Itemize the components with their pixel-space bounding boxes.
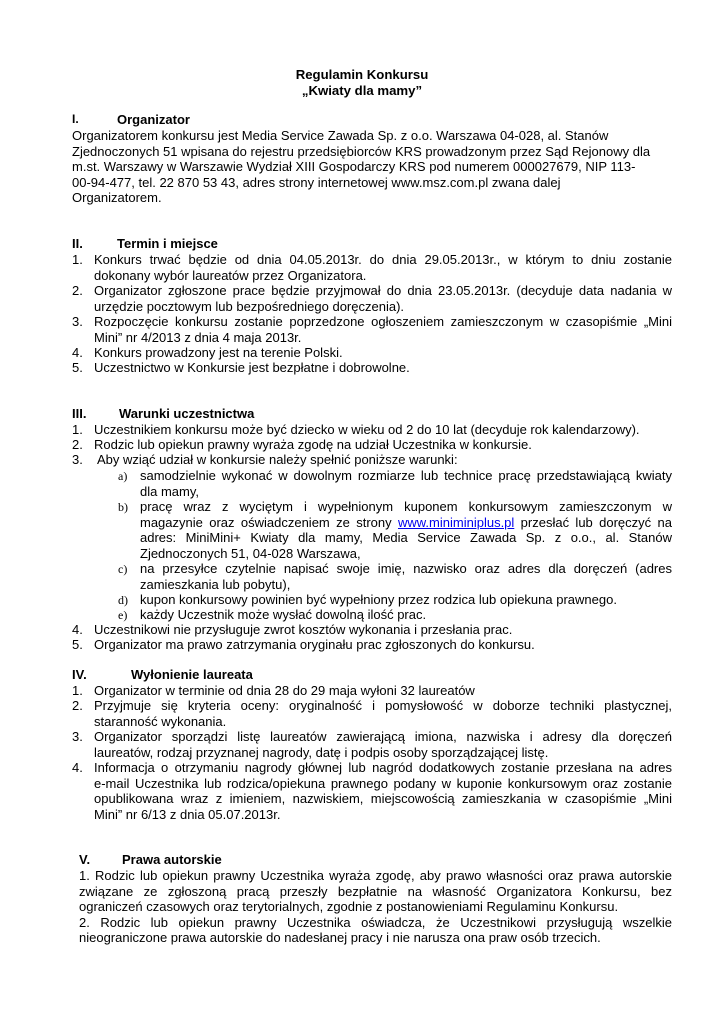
section-3-item-2-number: 2. xyxy=(72,437,83,452)
list-item-line: Informacja o otrzymaniu nagrody głównej lub nagród dodatkowych zostanie przesłana na adres xyxy=(94,760,672,775)
sub-item-line: adres: MiniMini+ Kwiaty dla mamy, Media Service Zawada Sp. z o.o., al. Stanów xyxy=(140,530,672,546)
section-2-item-4: Konkurs prowadzony jest na terenie Polski. xyxy=(94,345,343,360)
section-1-number: I. xyxy=(72,112,79,126)
sub-item-a-letter: a) xyxy=(118,469,128,483)
section-1-line: Organizatorem konkursu jest Media Service Zawada Sp. z o.o. Warszawa 04-028, al. Stanów xyxy=(72,128,609,143)
section-3-item-3-number: 3. xyxy=(72,452,83,467)
sub-item-text: przesłać lub doręczyć na xyxy=(514,514,672,530)
section-3-item-5: Organizator ma prawo zatrzymania oryginału prac zgłoszonych do konkursu. xyxy=(94,637,535,652)
section-1-line: Organizatorem. xyxy=(72,190,162,206)
sub-item-line: dla mamy, xyxy=(140,483,199,499)
list-item-line: Mini” nr 6/13 z dnia 05.07.2013r. xyxy=(94,806,281,822)
sub-item-b xyxy=(140,499,672,561)
sub-item-line: na przesyłce czytelnie napisać swoje imię, nazwisko oraz adres dla doręczeń (adres xyxy=(140,561,672,576)
sub-item-line: samodzielnie wykonać w dowolnym rozmiarze lub technice pracę przedstawiającą kwiaty xyxy=(140,468,672,483)
section-2-item-5-number: 5. xyxy=(72,360,83,375)
section-3-item-5-number: 5. xyxy=(72,637,83,652)
section-3-item-3: Aby wziąć udział w konkursie należy spełnić poniższe warunki: xyxy=(97,452,458,467)
section-2-number: II. xyxy=(72,236,83,251)
section-5-number: V. xyxy=(79,852,91,867)
list-item-line: Przyjmuje się kryteria oceny: oryginalność i pomysłowość w doborze techniki plastycznej, xyxy=(94,698,672,713)
sub-item-a xyxy=(140,468,672,499)
document-title: Regulamin Konkursu xyxy=(295,67,429,82)
section-5-line: nieograniczone prawa autorskie do nadesłanej pracy i nie narusza ona praw osób trzecich. xyxy=(79,930,601,946)
section-2-item-2-number: 2. xyxy=(72,283,83,298)
sub-item-c-letter: c) xyxy=(118,562,128,576)
list-item-line: dokonany wybór laureatów przez Organizatora. xyxy=(94,267,367,283)
sub-item-d: kupon konkursowy powinien być wypełniony przez rodzica lub opiekuna prawnego. xyxy=(140,592,617,607)
section-4-item-3-number: 3. xyxy=(72,729,83,744)
list-item-line: Organizator zgłoszone prace będzie przyjmował do dnia 23.05.2013r. (decyduje data nadania w xyxy=(94,283,672,298)
document-subtitle: „Kwiaty dla mamy” xyxy=(301,83,423,98)
section-1-line: Zjednoczonych 51 wpisana do rejestru przedsiębiorców KRS prowadzonym przez Sąd Rejonowy dla xyxy=(72,143,651,159)
sub-item-b-letter: b) xyxy=(118,500,128,514)
sub-item-c xyxy=(140,561,672,592)
section-4-item-2-number: 2. xyxy=(72,698,83,713)
section-2-item-1-number: 1. xyxy=(72,252,83,267)
section-5-line: związane ze zgłoszoną pracą przeszły bezpłatnie na własność Organizatora Konkursu, bez xyxy=(79,883,672,899)
website-link[interactable]: www.miniminiplus.pl xyxy=(397,514,515,530)
list-item-line: e-mail Uczestnika lub rodzica/opiekuna prawnego podany w kuponie konkursowym oraz zostanie xyxy=(94,775,672,791)
list-item-line: laureatów, rodzaj przyznanej nagrody, datę i podpis osoby sporządzającej listę. xyxy=(94,744,549,760)
section-2-item-5: Uczestnictwo w Konkursie jest bezpłatne i dobrowolne. xyxy=(94,360,410,375)
sub-item-line: zamieszkania lub pobytu), xyxy=(140,576,291,592)
list-item-line: Rozpoczęcie konkursu zostanie poprzedzone ogłoszeniem zamieszczonym w czasopiśmie „Mini xyxy=(94,314,672,329)
section-1-line: m.st. Warszawy w Warszawie Wydział XIII Gospodarczy KRS pod numerem 000027679, NIP 113- xyxy=(72,159,636,175)
section-1-heading: Organizator xyxy=(117,112,190,127)
section-2-item-3 xyxy=(94,314,672,345)
section-5-line: 2. Rodzic lub opiekun prawny Uczestnika oświadcza, że Uczestnikowi przysługują wszelkie xyxy=(79,914,672,930)
list-item-line: Konkurs trwać będzie od dnia 04.05.2013r. do dnia 29.05.2013r., w którym to dniu zostanie xyxy=(94,252,672,267)
section-2-item-3-number: 3. xyxy=(72,314,83,329)
list-item-line: Organizator sporządzi listę laureatów zawierającą imiona, nazwiska i adresy dla doręczeń xyxy=(94,729,672,744)
section-4-heading: Wyłonienie laureata xyxy=(131,667,253,682)
section-2-item-1 xyxy=(94,252,672,283)
section-4-item-2 xyxy=(94,698,672,729)
sub-item-e-letter: e) xyxy=(118,608,128,622)
sub-item-e: każdy Uczestnik może wysłać dowolną ilość prac. xyxy=(140,607,427,622)
section-4-item-3 xyxy=(94,729,672,760)
section-3-item-4: Uczestnikowi nie przysługuje zwrot kosztów wykonania i przesłania prac. xyxy=(94,622,513,637)
section-5-line: ograniczeń czasowych oraz terytorialnych, zgodnie z postanowieniami Regulaminu Konkursu. xyxy=(79,899,619,915)
section-1-line: 00-94-477, tel. 22 870 53 43, adres strony internetowej www.msz.com.pl zwana dalej xyxy=(72,174,561,190)
list-item-line: opublikowana wraz z imieniem, nazwiskiem, miejscowością zamieszkania w czasopiśmie „Mini xyxy=(94,791,672,807)
section-2-item-4-number: 4. xyxy=(72,345,83,360)
sub-item-d-letter: d) xyxy=(118,593,128,607)
section-2-heading: Termin i miejsce xyxy=(117,236,218,251)
section-2-item-2 xyxy=(94,283,672,314)
sub-item-line: Zjednoczonych 51, 04-028 Warszawa, xyxy=(140,545,361,561)
section-4-item-1: Organizator w terminie od dnia 28 do 29 maja wyłoni 32 laureatów xyxy=(94,683,475,698)
sub-item-line: pracę wraz z wyciętym i wypełnionym kuponem konkursowym zamieszczonym w xyxy=(140,499,672,514)
sub-item-text: magazynie oraz oświadczeniem ze strony xyxy=(140,514,398,530)
list-item-line: urzędzie pocztowym lub bezpośredniego doręczenia). xyxy=(94,298,405,314)
section-1-body xyxy=(72,128,662,206)
sub-item-line xyxy=(140,515,672,531)
section-4-item-1-number: 1. xyxy=(72,683,83,698)
section-3-item-2: Rodzic lub opiekun prawny wyraża zgodę na udział Uczestnika w konkursie. xyxy=(94,437,532,452)
section-4-item-4-number: 4. xyxy=(72,760,83,775)
section-3-item-4-number: 4. xyxy=(72,622,83,637)
section-3-heading: Warunki uczestnictwa xyxy=(119,406,255,421)
list-item-line: staranność wykonania. xyxy=(94,713,227,729)
section-4-number: IV. xyxy=(72,667,87,682)
section-5-body xyxy=(79,868,672,946)
list-item-line: Mini” nr 4/2013 z dnia 4 maja 2013r. xyxy=(94,329,302,345)
section-5-line: 1. Rodzic lub opiekun prawny Uczestnika wyraża zgodę, aby prawo własności oraz prawa autorskie xyxy=(79,868,672,883)
section-3-number: III. xyxy=(72,406,87,421)
section-5-heading: Prawa autorskie xyxy=(122,852,222,867)
section-3-item-1-number: 1. xyxy=(72,422,83,437)
section-4-item-4 xyxy=(94,760,672,822)
section-3-item-1: Uczestnikiem konkursu może być dziecko w wieku od 2 do 10 lat (decyduje rok kalendarzowy). xyxy=(94,422,640,437)
